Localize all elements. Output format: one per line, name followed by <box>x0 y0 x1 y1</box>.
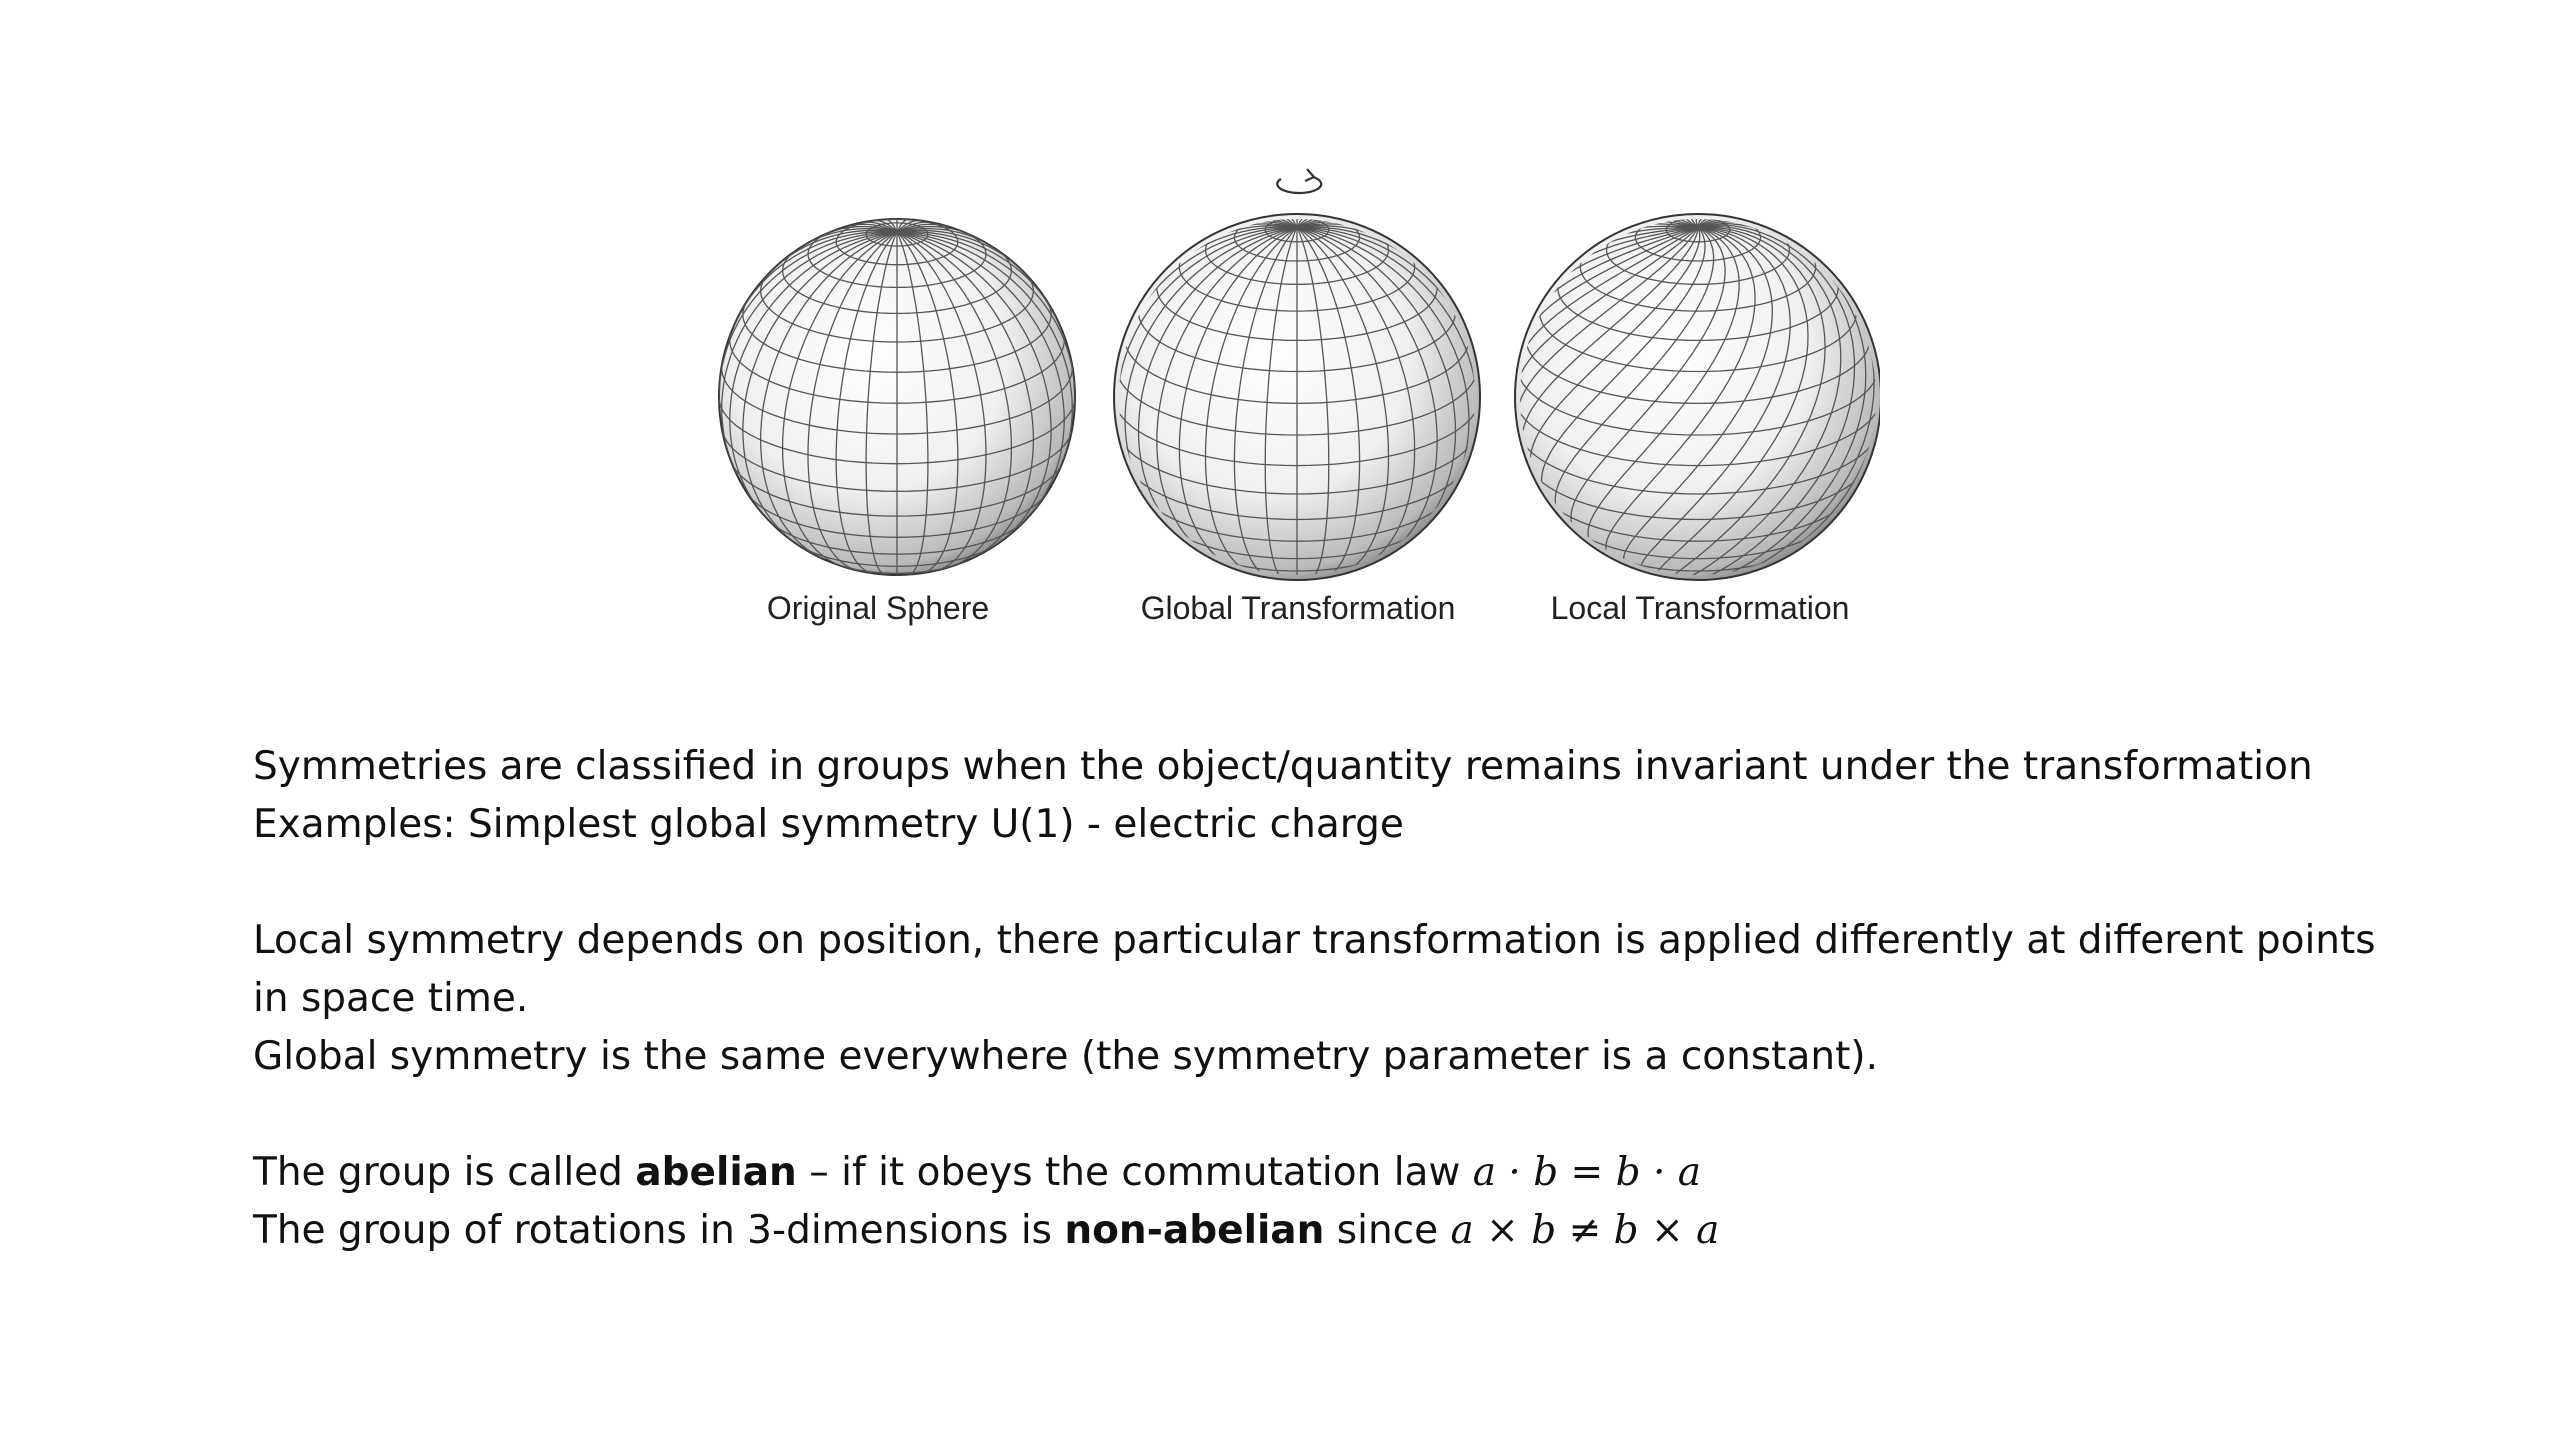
abelian-intro-text: The group is called <box>253 1150 636 1195</box>
paragraph3-line1 <box>253 1144 2513 1202</box>
non-commutation-formula: a × b ≠ b × a <box>1450 1208 1720 1253</box>
caption-local-transformation: Local Transformation <box>1550 590 1850 626</box>
paragraph1-line1: Symmetries are classified in groups when the object/quantity remains invariant under the transformation <box>253 744 2313 789</box>
non-abelian-intro-text: The group of rotations in 3-dimensions is <box>253 1208 1065 1253</box>
caption-global-transformation: Global Transformation <box>1140 590 1456 626</box>
local-transformation-sphere <box>1515 214 1880 580</box>
paragraph-gap <box>253 1086 2513 1144</box>
global-transformation-sphere <box>1114 214 1480 580</box>
non-abelian-term: non-abelian <box>1064 1208 1325 1253</box>
spheres-figure <box>680 150 1880 650</box>
paragraph1-line2: Examples: Simplest global symmetry U(1) - electric charge <box>253 802 1404 847</box>
body-text <box>253 738 2513 1260</box>
commutation-law-formula: a · b = b · a <box>1472 1150 1702 1195</box>
original-sphere <box>719 219 1075 575</box>
paragraph3-line2 <box>253 1202 2513 1260</box>
non-abelian-since-text: since <box>1324 1208 1451 1253</box>
abelian-term: abelian <box>635 1150 797 1195</box>
spheres-svg <box>680 150 1880 650</box>
paragraph2-line2: in space time. <box>253 976 529 1021</box>
caption-original-sphere: Original Sphere <box>766 590 990 626</box>
paragraph2-line1: Local symmetry depends on position, there particular transformation is applied differently at different points <box>253 918 2376 963</box>
abelian-explanation-text: – if it obeys the commutation law <box>796 1150 1473 1195</box>
paragraph-gap <box>253 854 2513 912</box>
paragraph2-line3: Global symmetry is the same everywhere (the symmetry parameter is a constant). <box>253 1034 1878 1079</box>
rotation-arrow-icon <box>1277 169 1321 193</box>
